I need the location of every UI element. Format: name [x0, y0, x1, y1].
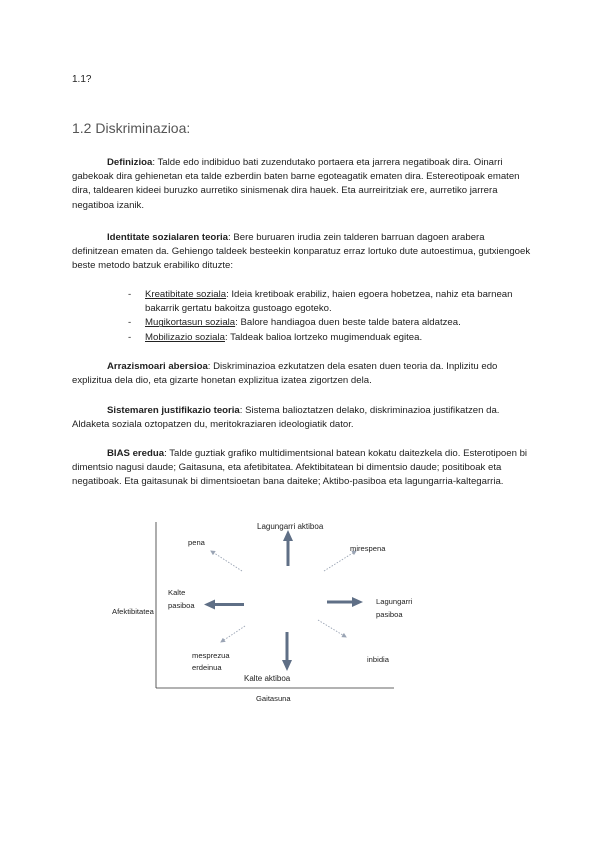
- label-bottom-right: inbidia: [367, 655, 389, 664]
- list-term: Kreatibitate soziala: [145, 289, 227, 300]
- list-term: Mobilizazio soziala: [145, 331, 225, 343]
- text-sistema: : Sistema balioztatzen delako, diskriminazioa justifikatzen da. Aldaketa soziala oztopatzen du, meritokraziaren ideologiatik dator.: [72, 405, 500, 431]
- x-axis-label: Gaitasuna: [256, 694, 291, 703]
- paragraph-identitate: [72, 231, 532, 274]
- diagonal-arrow-top-left: [211, 551, 242, 571]
- label-right-2: pasiboa: [376, 610, 403, 619]
- text-bias: : Talde guztiak grafiko multidimentsional batean kokatu daitezkela dio. Esterotipoen bi dimentsio nagusi daude; Gaitasuna, eta afetibitatea. Afektibitatean bi dimentsio daude; positiboak eta negatiboak. Eta gaitasunak bi dimentsioetan bana daiteke; Aktibo-pasiboa eta lagungarria-kaltegarria.: [72, 448, 528, 488]
- term-sistema: Sistemaren justifikazio teoria: [107, 405, 240, 416]
- term-definizioa: Definizioa: [107, 157, 153, 168]
- paragraph-arrazismoa: [72, 360, 532, 388]
- label-top-right: mirespena: [350, 544, 386, 553]
- diagonal-arrow-bottom-right: [318, 620, 346, 637]
- bias-model-diagram: [110, 518, 450, 708]
- y-axis-label: Afektibitatea: [112, 607, 154, 616]
- section-number: 1.1?: [72, 74, 92, 85]
- paragraph-definizioa: [72, 156, 532, 213]
- label-right-1: Lagungarri: [376, 597, 413, 606]
- term-bias: BIAS eredua: [107, 448, 165, 459]
- text-identitate: : Bere buruaren irudia zein talderen barruan dagoen arabera definitzean ematen da. Gehiengo taldeek besteekin konparatuz erraz lortuko dute autoestimua, gutxiengoek beste metodo batzuk erabiliko dituzte:: [72, 232, 531, 272]
- label-top-left: pena: [188, 538, 205, 547]
- label-bottom-left-1: mesprezua: [192, 651, 230, 660]
- label-bottom-left-2: erdeinua: [192, 663, 222, 672]
- diagonal-arrow-bottom-left: [221, 626, 245, 642]
- label-left-1: Kalte: [168, 588, 186, 597]
- label-bottom: Kalte aktiboa: [244, 674, 291, 683]
- list-item: [128, 331, 528, 345]
- right-arrow-icon: [327, 597, 363, 607]
- strategies-list: [128, 288, 528, 345]
- text-definizioa: : Talde edo indibiduo bati zuzendutako portaera eta jarrera negatiboak dira. Oinarri gabekoak dira gehienetan eta talde ezberdin baten barne egoteagatik ematen dira. Estereotipoak ematen dira, taldearen kideei buruzko aurretiko sinismenak dira hauek. Eta aurreiritziak ere, aurretiko jarrera negatiboa izanik.: [72, 157, 520, 211]
- list-term: Mugikortasun soziala: [145, 317, 236, 329]
- paragraph-sistema: [72, 404, 532, 432]
- list-text: : Balore handiagoa duen beste talde batera aldatzea.: [235, 317, 461, 329]
- list-item: [128, 316, 528, 330]
- list-text: : Ideia kretiboak erabiliz, haien egoera hobetzea, nahiz eta barnean bakarrik gertatu bakoitza gustoago egoteko.: [145, 289, 513, 315]
- term-arrazismoa: Arrazismoari abersioa: [107, 361, 208, 372]
- label-left-2: pasiboa: [168, 601, 195, 610]
- term-identitate: Identitate sozialaren teoria: [107, 232, 229, 243]
- paragraph-bias: [72, 447, 532, 490]
- left-arrow-icon: [204, 600, 244, 610]
- down-arrow-icon: [282, 632, 292, 671]
- list-item: [128, 288, 528, 316]
- up-arrow-icon: [283, 530, 293, 566]
- section-heading: 1.2 Diskriminazioa:: [72, 120, 191, 136]
- label-top: Lagungarri aktiboa: [257, 522, 324, 531]
- diagonal-arrow-top-right: [324, 551, 356, 571]
- text-arrazismoa: : Diskriminazioa ezkutatzen dela esaten duen teoria da. Inplizitu edo explizitua dela dio, eta gizarte honetan explizitua izatea zigortzen dela.: [72, 361, 498, 387]
- list-text: : Taldeak balioa lortzeko mugimenduak egitea.: [224, 331, 423, 343]
